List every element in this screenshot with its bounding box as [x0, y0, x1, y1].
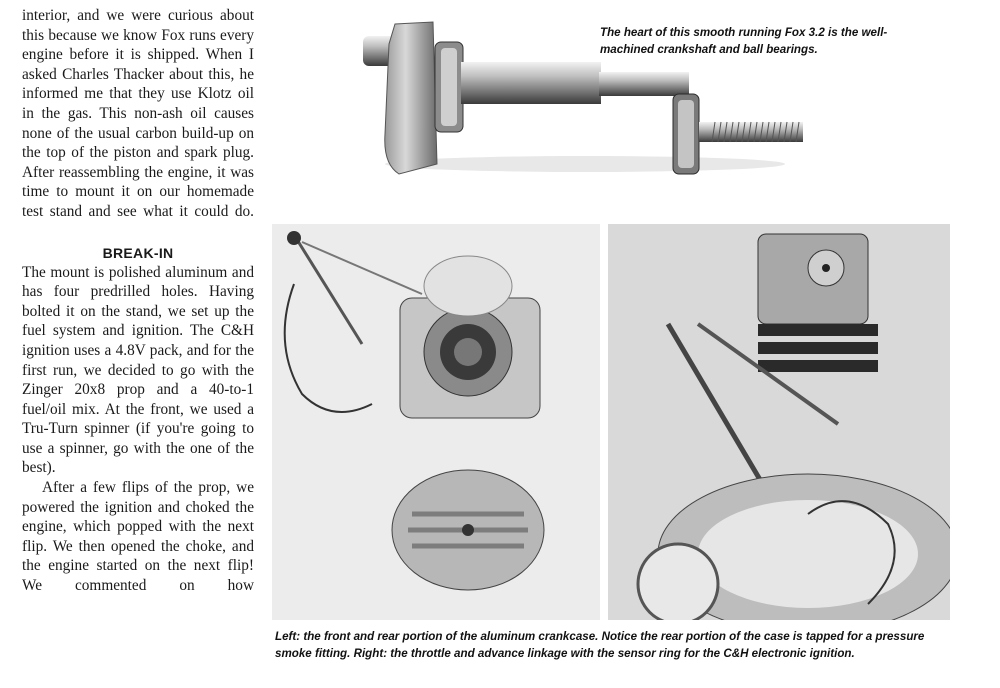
crankshaft-caption: The heart of this smooth running Fox 3.2 is the well-machined crankshaft and ball bearings.	[600, 26, 888, 56]
section-heading-break-in: BREAK-IN	[102, 244, 174, 261]
crankcase-linkage-caption: Left: the front and rear portion of the aluminum crankcase. Notice the rear portion of the case is tapped for a pressure smoke fitting. Right: the throttle and advance linkage with the sensor ring for the C&H electronic ignition.	[275, 630, 925, 661]
crankcase-photo	[272, 224, 600, 620]
paragraph-intro: interior, and we were curious about this because we know Fox runs every engine before it is shipped. When I asked Charles Thacker about this, he informed me that they use Klotz oil in the gas. This non-ash oil causes none of the usual carbon build-up on the top of the piston and spark plug. After reassembling the engine, it was time to mount it on our homemade test stand and see what it could do.	[22, 7, 254, 220]
linkage-photo	[608, 224, 950, 620]
article-column	[22, 6, 254, 596]
paragraph-first-run: After a few flips of the prop, we powered the ignition and choked the engine, which popped with the next flip. We then opened the choke, and the engine started on the next flip! We commented on how	[22, 479, 254, 595]
paragraph-mount: The mount is polished aluminum and has four predrilled holes. Having bolted it on the stand, we set up the fuel system and ignition. The C&H ignition uses a 4.8V pack, and for the first run, we decided to go with the Zinger 20x8 prop and a 40-to-1 fuel/oil mix. At the front, we used a Tru-Turn spinner (if you're going to use a spinner, go with the one of the best).	[22, 263, 254, 477]
